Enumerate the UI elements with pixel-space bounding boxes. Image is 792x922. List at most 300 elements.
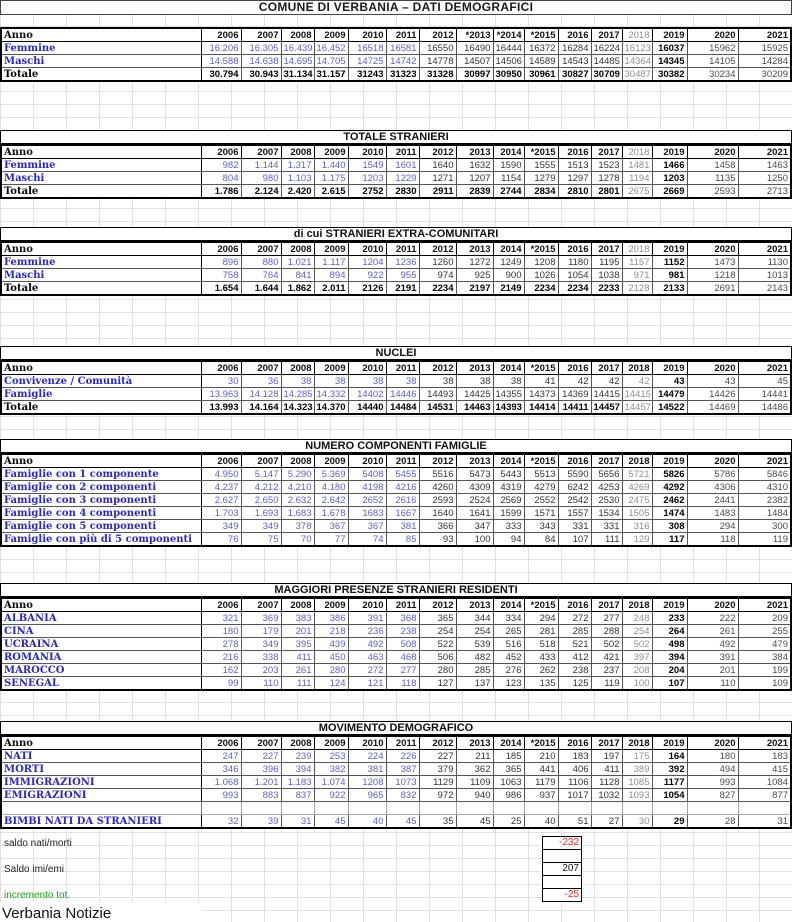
value-cell: 227	[241, 750, 281, 763]
value-cell: 1641	[456, 507, 493, 520]
year-header: 2011	[386, 28, 419, 42]
year-header: 2008	[281, 736, 314, 750]
value-cell: 365	[419, 612, 456, 625]
value-cell: 224	[348, 750, 386, 763]
value-cell: 14415	[622, 388, 652, 401]
value-cell: 99	[201, 677, 241, 691]
value-cell: 395	[281, 638, 314, 651]
value-cell: 1271	[419, 172, 456, 185]
value-cell: 333	[493, 520, 524, 533]
value-cell: 109	[738, 677, 791, 691]
value-cell: 498	[652, 638, 687, 651]
value-cell: 4319	[493, 481, 524, 494]
year-header: 2018	[622, 242, 652, 256]
value-cell: 321	[201, 612, 241, 625]
value-cell: 4269	[622, 481, 652, 494]
summary-empty-box	[542, 875, 582, 889]
value-cell: 367	[348, 520, 386, 533]
year-header: 2019	[652, 736, 687, 750]
value-cell: 986	[493, 789, 524, 802]
value-cell: 2569	[493, 494, 524, 507]
value-cell: 4216	[386, 481, 419, 494]
value-cell: 31328	[419, 68, 456, 82]
value-cell: 1.440	[314, 159, 348, 172]
value-cell	[652, 802, 687, 815]
value-cell: 1180	[558, 256, 591, 269]
value-cell: 2524	[456, 494, 493, 507]
year-header: 2011	[386, 242, 419, 256]
value-cell: 14414	[524, 401, 558, 415]
value-cell: 981	[652, 269, 687, 282]
value-cell: 368	[386, 612, 419, 625]
year-header: *2015	[524, 145, 558, 159]
year-header: 2007	[241, 361, 281, 375]
value-cell: 1249	[493, 256, 524, 269]
value-cell: 521	[558, 638, 591, 651]
value-cell: 300	[738, 520, 791, 533]
value-cell: 837	[281, 789, 314, 802]
value-cell: 391	[687, 651, 738, 664]
value-cell: 338	[241, 651, 281, 664]
value-cell: 5408	[348, 468, 386, 481]
value-cell: 30209	[738, 68, 791, 82]
value-cell: 14.705	[314, 55, 348, 68]
year-header: *2014	[493, 28, 524, 42]
value-cell: 30	[622, 815, 652, 829]
value-cell: 14531	[419, 401, 456, 415]
movimento-demografico-table	[0, 735, 792, 829]
value-cell: 827	[687, 789, 738, 802]
value-cell: 381	[348, 763, 386, 776]
value-cell: 222	[687, 612, 738, 625]
summary-label: Saldo imi/emi	[4, 864, 65, 875]
page-title: COMUNE DI VERBANIA – DATI DEMOGRAFICI	[0, 0, 792, 15]
value-cell: 522	[419, 638, 456, 651]
value-cell: 993	[201, 789, 241, 802]
value-cell: 516	[493, 638, 524, 651]
value-cell: 1513	[558, 159, 591, 172]
year-header: 2017	[591, 361, 622, 375]
year-header: 2009	[314, 454, 348, 468]
value-cell: 4292	[652, 481, 687, 494]
value-cell: 1483	[687, 507, 738, 520]
value-cell: 2149	[493, 282, 524, 296]
value-cell: 30827	[558, 68, 591, 82]
value-cell: 366	[419, 520, 456, 533]
value-cell: 5.369	[314, 468, 348, 481]
value-cell: 492	[687, 638, 738, 651]
value-cell: 14446	[386, 388, 419, 401]
value-cell: 38	[493, 375, 524, 388]
value-cell: 51	[558, 815, 591, 829]
value-cell: 29	[652, 815, 687, 829]
value-cell: 1063	[493, 776, 524, 789]
value-cell: 387	[386, 763, 419, 776]
value-cell: 1.068	[201, 776, 241, 789]
nuclei-table	[0, 360, 792, 415]
year-header: 2009	[314, 361, 348, 375]
value-cell: 4.180	[314, 481, 348, 494]
maggiori-presenze-stranieri-title: MAGGIORI PRESENZE STRANIERI RESIDENTI	[0, 583, 792, 597]
value-cell: 1130	[738, 256, 791, 269]
value-cell: 1179	[524, 776, 558, 789]
year-header: 2007	[241, 454, 281, 468]
year-header: 2014	[493, 145, 524, 159]
year-header: 2018	[622, 145, 652, 159]
year-header: 2021	[738, 361, 791, 375]
summary-label: saldo nati/morti	[4, 838, 72, 849]
year-header: 2019	[652, 454, 687, 468]
value-cell: 30.794	[201, 68, 241, 82]
tables-host	[0, 27, 792, 829]
value-cell: 16581	[386, 42, 419, 55]
value-cell: 14469	[687, 401, 738, 415]
value-cell: 397	[622, 651, 652, 664]
year-header: 2006	[201, 598, 241, 612]
year-header: 2010	[348, 454, 386, 468]
year-header: 2018	[622, 454, 652, 468]
row-label: Femmine	[1, 256, 201, 269]
year-header: 2011	[386, 145, 419, 159]
value-cell: 415	[738, 763, 791, 776]
value-cell: 31	[281, 815, 314, 829]
year-header: 2016	[558, 145, 591, 159]
value-cell: 254	[622, 625, 652, 638]
numero-componenti-famiglie-table	[0, 453, 792, 547]
year-header: 2016	[558, 598, 591, 612]
year-header: 2012	[419, 145, 456, 159]
year-header: 2017	[591, 598, 622, 612]
value-cell: 1054	[652, 789, 687, 802]
value-cell: 237	[591, 664, 622, 677]
year-header: 2013	[456, 736, 493, 750]
value-cell	[738, 802, 791, 815]
value-cell: 937	[524, 789, 558, 802]
value-cell	[622, 802, 652, 815]
value-cell: 14373	[524, 388, 558, 401]
value-cell: 1279	[524, 172, 558, 185]
value-cell: 277	[591, 612, 622, 625]
value-cell: 253	[314, 750, 348, 763]
value-cell: 281	[524, 625, 558, 638]
value-cell: 378	[281, 520, 314, 533]
value-cell: 111	[591, 533, 622, 547]
value-cell: 1128	[591, 776, 622, 789]
value-cell: 14415	[591, 388, 622, 401]
value-cell: 1640	[419, 159, 456, 172]
row-label: Femmine	[1, 159, 201, 172]
year-header: 2006	[201, 736, 241, 750]
value-cell: 2530	[591, 494, 622, 507]
value-cell: 2.420	[281, 185, 314, 199]
value-cell: 1032	[591, 789, 622, 802]
value-cell: 45	[456, 815, 493, 829]
value-cell: 1.644	[241, 282, 281, 296]
value-cell: 1194	[622, 172, 652, 185]
value-cell: 180	[201, 625, 241, 638]
value-cell: 70	[281, 533, 314, 547]
year-header: 2011	[386, 454, 419, 468]
value-cell: 883	[241, 789, 281, 802]
year-header: 2011	[386, 361, 419, 375]
value-cell: 463	[348, 651, 386, 664]
year-header: 2008	[281, 28, 314, 42]
value-cell: 14485	[591, 55, 622, 68]
value-cell: 1013	[738, 269, 791, 282]
value-cell	[456, 802, 493, 815]
year-header: *2015	[524, 242, 558, 256]
value-cell: 288	[591, 625, 622, 638]
value-cell: 1250	[738, 172, 791, 185]
year-header: *2015	[524, 454, 558, 468]
row-label: Famiglie	[1, 388, 201, 401]
value-cell: 1640	[419, 507, 456, 520]
row-label: Famiglie con 3 componenti	[1, 494, 201, 507]
value-cell: 2593	[687, 185, 738, 199]
value-cell: 261	[687, 625, 738, 638]
value-cell: 2713	[738, 185, 791, 199]
value-cell: 14.332	[314, 388, 348, 401]
section-dati-demografici	[0, 27, 792, 82]
year-header: 2020	[687, 736, 738, 750]
value-cell: 1272	[456, 256, 493, 269]
value-cell: 14.638	[241, 55, 281, 68]
row-label: CINA	[1, 625, 201, 638]
value-cell: 5826	[652, 468, 687, 481]
value-cell: 383	[281, 612, 314, 625]
value-cell: 14778	[419, 55, 456, 68]
year-header: 2017	[591, 145, 622, 159]
value-cell: 210	[524, 750, 558, 763]
row-label: NATI	[1, 750, 201, 763]
year-header: 2007	[241, 598, 281, 612]
value-cell: 129	[622, 533, 652, 547]
value-cell: 77	[314, 533, 348, 547]
value-cell: 1481	[622, 159, 652, 172]
value-cell: 394	[281, 763, 314, 776]
summary-row-spacer	[0, 850, 582, 863]
value-cell: 1667	[386, 507, 419, 520]
value-cell: 14441	[738, 388, 791, 401]
value-cell	[591, 802, 622, 815]
value-cell: 45	[738, 375, 791, 388]
summary-value: -25	[542, 888, 582, 902]
row-label: Famiglie con 2 componenti	[1, 481, 201, 494]
anno-header: Anno	[1, 454, 201, 468]
value-cell: 2.650	[241, 494, 281, 507]
year-header: 2010	[348, 598, 386, 612]
value-cell: 94	[493, 533, 524, 547]
value-cell: 199	[738, 664, 791, 677]
totale-stranieri-table	[0, 144, 792, 199]
value-cell: 2.632	[281, 494, 314, 507]
value-cell: 39	[241, 815, 281, 829]
value-cell: 265	[493, 625, 524, 638]
value-cell: 1093	[622, 789, 652, 802]
value-cell: 2830	[386, 185, 419, 199]
year-header: 2012	[419, 28, 456, 42]
row-label: ALBANIA	[1, 612, 201, 625]
value-cell: 1534	[591, 507, 622, 520]
value-cell: 30997	[456, 68, 493, 82]
value-cell: 30.943	[241, 68, 281, 82]
value-cell: 1463	[738, 159, 791, 172]
year-header: 2008	[281, 598, 314, 612]
value-cell: 1.678	[314, 507, 348, 520]
value-cell: 285	[456, 664, 493, 677]
summary-row-incremento-tot	[0, 889, 582, 902]
value-cell: 4.212	[241, 481, 281, 494]
value-cell: 16123	[622, 42, 652, 55]
value-cell: 2.124	[241, 185, 281, 199]
value-cell	[201, 802, 241, 815]
value-cell	[558, 802, 591, 815]
value-cell: 5513	[524, 468, 558, 481]
value-cell: 492	[348, 638, 386, 651]
value-cell: 204	[652, 664, 687, 677]
value-cell	[281, 802, 314, 815]
numero-componenti-famiglie-title: NUMERO COMPONENTI FAMIGLIE	[0, 439, 792, 453]
year-header: 2009	[314, 598, 348, 612]
summary-label	[0, 876, 542, 889]
value-cell: 2669	[652, 185, 687, 199]
year-header: 2019	[652, 361, 687, 375]
year-header: 2014	[493, 736, 524, 750]
value-cell: 1106	[558, 776, 591, 789]
value-cell: 75	[241, 533, 281, 547]
value-cell: 2382	[738, 494, 791, 507]
value-cell: 758	[201, 269, 241, 282]
value-cell: 2191	[386, 282, 419, 296]
value-cell: 38	[314, 375, 348, 388]
year-header: 2020	[687, 598, 738, 612]
value-cell: 14742	[386, 55, 419, 68]
value-cell: 6242	[558, 481, 591, 494]
value-cell: 14355	[493, 388, 524, 401]
value-cell: 135	[524, 677, 558, 691]
row-label: Maschi	[1, 172, 201, 185]
section-numero-componenti-famiglie	[0, 439, 792, 547]
value-cell: 201	[687, 664, 738, 677]
value-cell: 2542	[558, 494, 591, 507]
value-cell: 162	[201, 664, 241, 677]
value-cell: 15925	[738, 42, 791, 55]
year-header: *2015	[524, 736, 558, 750]
value-cell: 1260	[419, 256, 456, 269]
value-cell: 43	[652, 375, 687, 388]
value-cell: 2744	[493, 185, 524, 199]
value-cell: 2834	[524, 185, 558, 199]
value-cell	[419, 802, 456, 815]
value-cell: 1.317	[281, 159, 314, 172]
value-cell: 16518	[348, 42, 386, 55]
year-header: 2011	[386, 598, 419, 612]
year-header: 2010	[348, 28, 386, 42]
section-movimento-demografico	[0, 721, 792, 829]
value-cell: 2911	[419, 185, 456, 199]
value-cell: 5590	[558, 468, 591, 481]
value-cell: 2652	[348, 494, 386, 507]
value-cell: 1177	[652, 776, 687, 789]
value-cell: 396	[241, 763, 281, 776]
value-cell: 2593	[419, 494, 456, 507]
value-cell: 2752	[348, 185, 386, 199]
year-header: 2019	[652, 28, 687, 42]
value-cell: 1.654	[201, 282, 241, 296]
value-cell: 1084	[738, 776, 791, 789]
value-cell: 394	[652, 651, 687, 664]
value-cell: 1.703	[201, 507, 241, 520]
value-cell: 1466	[652, 159, 687, 172]
value-cell: 922	[348, 269, 386, 282]
anno-header: Anno	[1, 145, 201, 159]
value-cell: 1203	[348, 172, 386, 185]
year-header: 2009	[314, 242, 348, 256]
value-cell: 14486	[738, 401, 791, 415]
value-cell: 1229	[386, 172, 419, 185]
row-label: Famiglie con 5 componenti	[1, 520, 201, 533]
value-cell: 406	[558, 763, 591, 776]
year-header: 2010	[348, 736, 386, 750]
value-cell: 502	[591, 638, 622, 651]
value-cell: 1.786	[201, 185, 241, 199]
value-cell: 203	[241, 664, 281, 677]
year-header: 2021	[738, 28, 791, 42]
value-cell: 2233	[591, 282, 622, 296]
value-cell: 362	[456, 763, 493, 776]
value-cell: 14493	[419, 388, 456, 401]
value-cell: 1.021	[281, 256, 314, 269]
value-cell: 218	[314, 625, 348, 638]
year-header: 2014	[493, 361, 524, 375]
value-cell: 900	[493, 269, 524, 282]
section-totale-stranieri	[0, 130, 792, 199]
value-cell: 28	[687, 815, 738, 829]
value-cell: 35	[419, 815, 456, 829]
value-cell: 14589	[524, 55, 558, 68]
value-cell: 30487	[622, 68, 652, 82]
value-cell: 1555	[524, 159, 558, 172]
summary-row-saldo-nati-morti	[0, 837, 582, 850]
value-cell: 14426	[687, 388, 738, 401]
year-header: 2013	[456, 454, 493, 468]
value-cell: 2441	[687, 494, 738, 507]
value-cell: 264	[652, 625, 687, 638]
value-cell: 1204	[348, 256, 386, 269]
value-cell: 5721	[622, 468, 652, 481]
value-cell: 894	[314, 269, 348, 282]
value-cell: 349	[201, 520, 241, 533]
year-header: *2013	[456, 28, 493, 42]
value-cell: 1.117	[314, 256, 348, 269]
value-cell: 16.439	[281, 42, 314, 55]
value-cell: 30709	[591, 68, 622, 82]
value-cell: 343	[524, 520, 558, 533]
value-cell: 238	[386, 625, 419, 638]
value-cell: 31323	[386, 68, 419, 82]
value-cell: 2552	[524, 494, 558, 507]
year-header: 2013	[456, 242, 493, 256]
value-cell: 5786	[687, 468, 738, 481]
value-cell: 111	[281, 677, 314, 691]
value-cell: 1.175	[314, 172, 348, 185]
value-cell: 379	[419, 763, 456, 776]
site-attribution: Verbania Notizie	[0, 902, 204, 922]
value-cell: 452	[493, 651, 524, 664]
value-cell: 201	[281, 625, 314, 638]
value-cell: 2234	[558, 282, 591, 296]
year-header: 2017	[591, 736, 622, 750]
